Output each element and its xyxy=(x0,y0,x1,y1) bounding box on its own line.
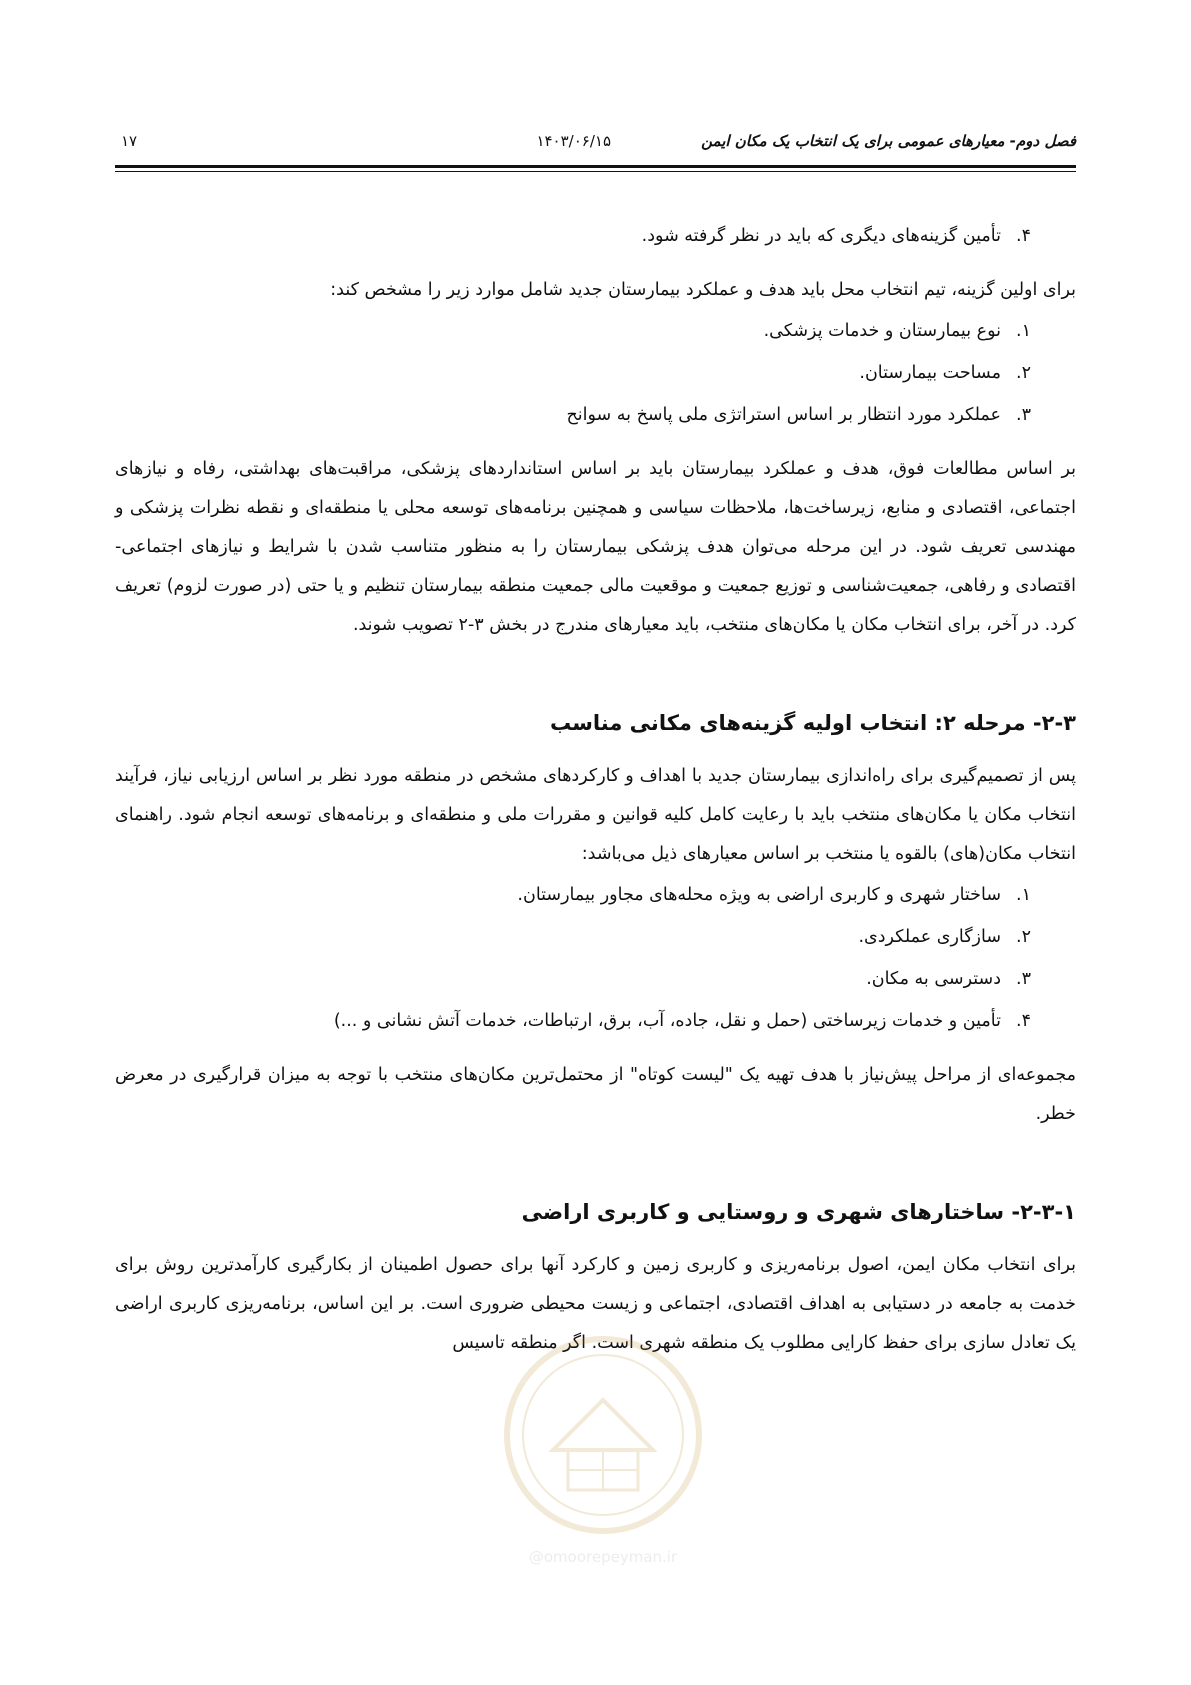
paragraph: مجموعه‌ای از مراحل پیش‌نیاز با هدف تهیه یک "لیست کوتاه" از محتمل‌ترین مکان‌های منتخب با توجه به میزان قرارگیری در معرض خطر. xyxy=(115,1065,1076,1124)
list-item xyxy=(115,215,1031,257)
list-text: عملکرد مورد انتظار بر اساس استراتژی ملی پاسخ به سوانح xyxy=(566,405,1001,425)
numbered-list xyxy=(115,874,1076,1042)
list-item xyxy=(115,874,1031,916)
list-item xyxy=(115,310,1031,352)
main-content xyxy=(115,215,1076,1363)
list-number: ۴. xyxy=(1016,226,1031,246)
list-text: ساختار شهری و کاربری اراضی به ویژه محله‌های مجاور بیمارستان. xyxy=(517,885,1001,905)
numbered-list xyxy=(115,215,1076,257)
paragraph: پس از تصمیم‌گیری برای راه‌اندازی بیمارستان جدید با اهداف و کارکردهای مشخص در منطقه مورد نظر بر اساس ارزیابی نیاز، فرآیند انتخاب مکان یا مکان‌های منتخب باید با رعایت کامل کلیه قوانین و مقررات ملی و منطقه‌ای و برنامه‌های توسعه انجام شود. راهنمای انتخاب مکان(های) بالقوه یا منتخب بر اساس معیارهای ذیل می‌باشد: xyxy=(115,766,1076,864)
page-number: ۱۷ xyxy=(121,132,138,150)
paragraph: بر اساس مطالعات فوق، هدف و عملکرد بیمارستان باید بر اساس استانداردهای پزشکی، مراقبت‌های بهداشتی، رفاه و نیازهای اجتماعی، اقتصادی و منابع، زیرساخت‌ها، ملاحظات سیاسی و همچنین برنامه‌های توسعه محلی یا منطقه‌ای و نقطه نظرات پزشکی و مهندسی تعریف شود. در این مرحله می‌توان هدف پزشکی بیمارستان را به منظور متناسب شدن با شرایط و نیازهای اجتماعی-اقتصادی و رفاهی، جمعیت‌شناسی و توزیع جمعیت و موقعیت مالی جمعیت منطقه بیمارستان تنظیم و یا حتی (در صورت لزوم) تعریف کرد. در آخر، برای انتخاب مکان یا مکان‌های منتخب، باید معیارهای مندرج در بخش ۳-۲ تصویب شوند. xyxy=(115,459,1076,635)
list-number: ۳. xyxy=(1016,405,1031,425)
watermark-emblem-icon xyxy=(498,1330,708,1540)
header-rule-thick xyxy=(115,165,1076,168)
list-number: ۲. xyxy=(1016,927,1031,947)
list-item xyxy=(115,958,1031,1000)
header-date: ۱۴۰۳/۰۶/۱۵ xyxy=(536,132,611,150)
list-text: تأمین گزینه‌های دیگری که باید در نظر گرفته شود. xyxy=(641,226,1001,246)
list-number: ۳. xyxy=(1016,969,1031,989)
list-item xyxy=(115,916,1031,958)
list-text: نوع بیمارستان و خدمات پزشکی. xyxy=(763,321,1001,341)
list-number: ۴. xyxy=(1016,1011,1031,1031)
list-text: مساحت بیمارستان. xyxy=(859,363,1001,383)
list-text: سازگاری عملکردی. xyxy=(858,927,1001,947)
list-item xyxy=(115,352,1031,394)
watermark-logo xyxy=(498,1330,708,1610)
list-item xyxy=(115,1000,1031,1042)
list-number: ۱. xyxy=(1016,885,1031,905)
chapter-title: فصل دوم- معیارهای عمومی برای یک انتخاب یک مکان ایمن xyxy=(701,132,1076,150)
list-number: ۱. xyxy=(1016,321,1031,341)
list-item xyxy=(115,394,1031,436)
list-number: ۲. xyxy=(1016,363,1031,383)
page-header xyxy=(115,128,1076,158)
numbered-list xyxy=(115,310,1076,436)
paragraph: برای اولین گزینه، تیم انتخاب محل باید هدف و عملکرد بیمارستان جدید شامل موارد زیر را مشخص کند: xyxy=(330,280,1076,300)
header-rule-thin xyxy=(115,171,1076,172)
subsection-heading: ۲-۳-۱- ساختارهای شهری و روستایی و کاربری اراضی xyxy=(521,1200,1076,1224)
section-heading: ۲-۳- مرحله ۲: انتخاب اولیه گزینه‌های مکانی مناسب xyxy=(550,711,1076,735)
paragraph: برای انتخاب مکان ایمن، اصول برنامه‌ریزی و کاربری زمین و کارکرد آنها برای حصول اطمینان از بکارگیری کارآمدترین روش برای خدمت به جامعه در دستیابی به اهداف اقتصادی، اجتماعی و زیست محیطی ضروری است. بر این اساس، برنامه‌ریزی کاربری اراضی یک تعادل سازی برای حفظ کارایی مطلوب یک منطقه شهری است. اگر منطقه تاسیس xyxy=(115,1255,1076,1353)
watermark-site: @omoorepeyman.ir xyxy=(528,1548,678,1566)
list-text: تأمین و خدمات زیرساختی (حمل و نقل، جاده، آب، برق، ارتباطات، خدمات آتش نشانی و ...) xyxy=(333,1011,1001,1031)
list-text: دسترسی به مکان. xyxy=(866,969,1001,989)
